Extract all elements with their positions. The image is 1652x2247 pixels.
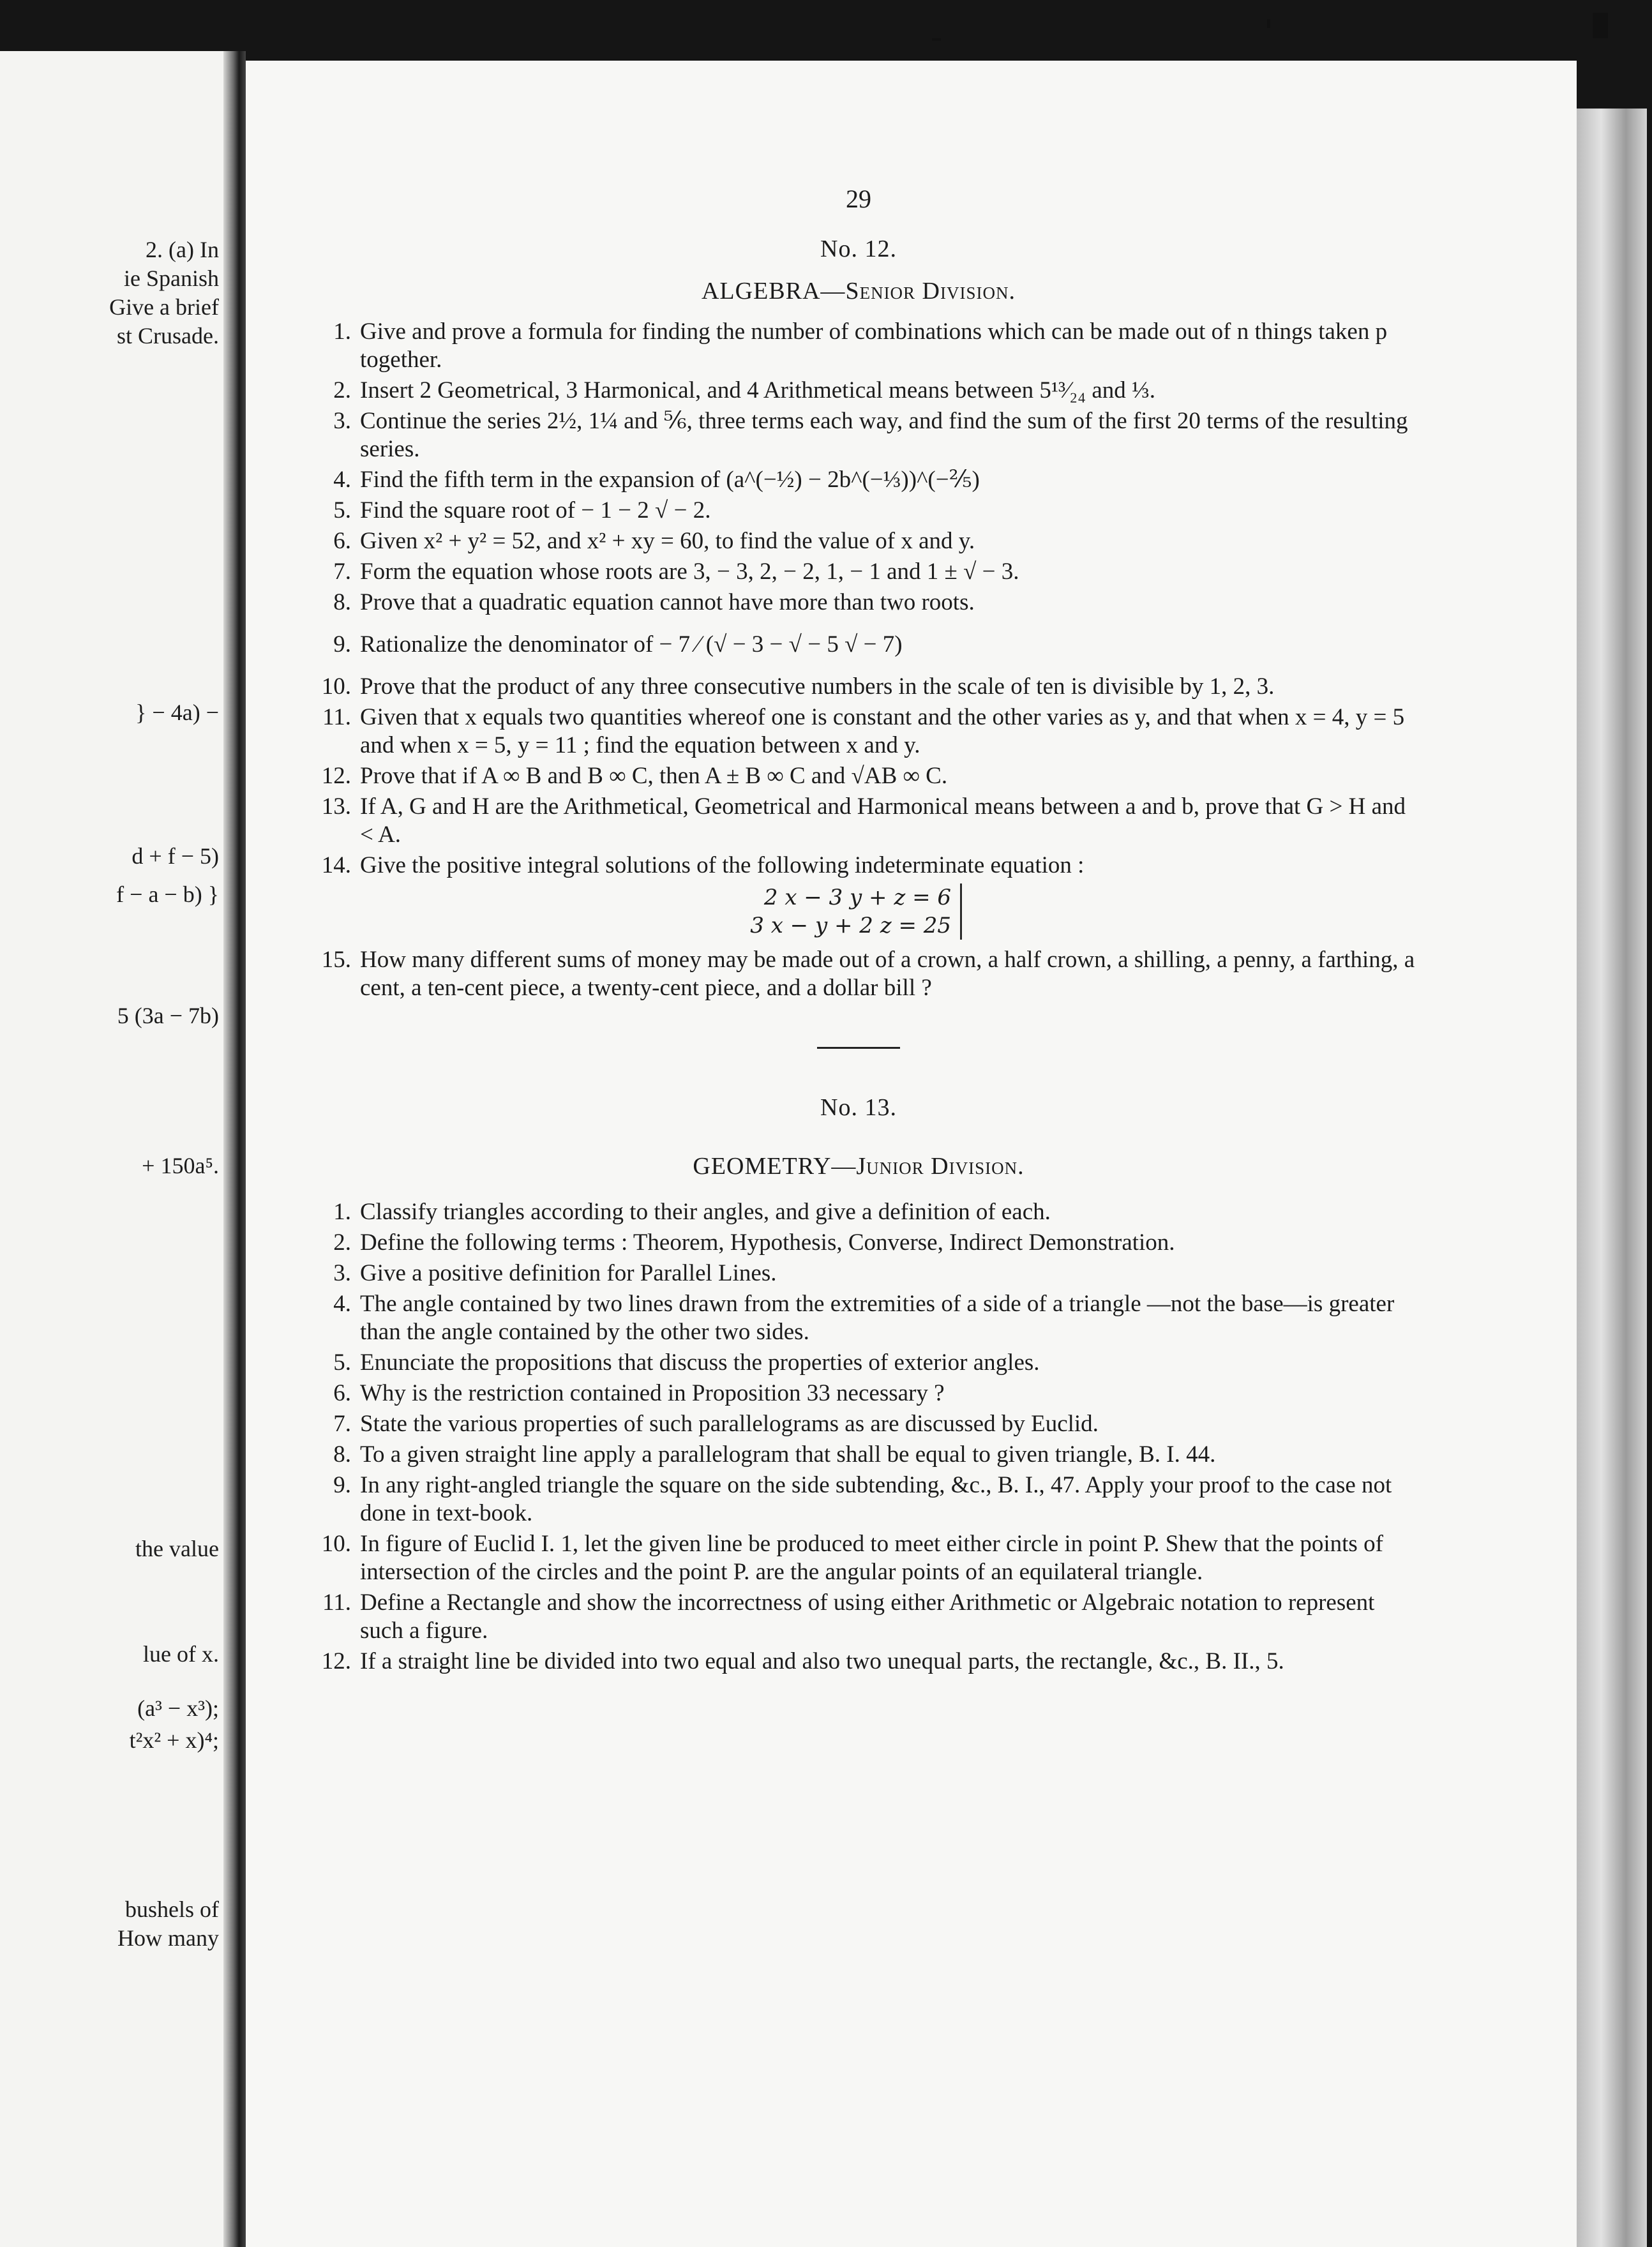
question-number: 15. <box>321 947 351 973</box>
book-gutter <box>223 51 246 2247</box>
question-item <box>300 703 1417 760</box>
question-item <box>300 631 1417 659</box>
question-number: 3. <box>333 1260 351 1286</box>
question-text: In figure of Euclid I. 1, let the given line be produced to meet either circle in point P. Shew that the points of intersection of the circles and the point P. are the angular points of an equilateral triangle. <box>360 1531 1383 1585</box>
question-number: 12. <box>321 763 351 789</box>
question-text: Given that x equals two quantities whereof one is constant and the other varies as y, and that when x = 4, y = 5 and when x = 5, y = 11 ; find the equation between x and y. <box>360 704 1405 758</box>
left-fragment: lue of x. <box>143 1641 219 1667</box>
left-fragment: bushels of <box>125 1897 219 1922</box>
question-text: Prove that the product of any three consecutive numbers in the scale of ten is divisible by 1, 2, 3. <box>360 673 1275 700</box>
question-text: If A, G and H are the Arithmetical, Geometrical and Harmonical means between a and b, prove that G > H and < A. <box>360 793 1406 848</box>
question-item <box>300 762 1417 790</box>
question-number: 4. <box>333 1291 351 1317</box>
left-fragment: the value <box>135 1536 219 1561</box>
left-fragment: How many <box>117 1925 219 1951</box>
question-number: 9. <box>333 1472 351 1498</box>
question-item <box>300 1229 1417 1257</box>
dust-mark <box>1267 19 1270 28</box>
section-divider <box>817 1047 900 1049</box>
question-item <box>300 673 1417 701</box>
question-text: The angle contained by two lines drawn from the extremities of a side of a triangle —not the base—is greater than the angle contained by the other two sides. <box>360 1291 1395 1345</box>
question-text: Insert 2 Geometrical, 3 Harmonical, and 4 Arithmetical means between 5¹³⁄₂₄ and ⅓. <box>360 377 1155 403</box>
question-item <box>300 852 1417 880</box>
left-fragment: } − 4a) − <box>135 700 219 725</box>
section-title <box>300 277 1417 305</box>
left-fragment: 2. (a) In <box>146 237 219 262</box>
equation-system <box>300 883 1417 940</box>
question-list <box>300 1198 1417 1676</box>
question-text: How many different sums of money may be made out of a crown, a half crown, a shilling, a penny, a farthing, a cent, a ten-cent piece, a twenty-cent piece, and a dollar bill ? <box>360 947 1415 1001</box>
dust-mark <box>932 38 941 41</box>
question-item <box>300 1471 1417 1528</box>
question-item <box>300 558 1417 586</box>
question-item <box>300 1410 1417 1438</box>
question-number: 9. <box>333 631 351 658</box>
question-number: 12. <box>321 1648 351 1674</box>
equation-line: 2 x − 3 y + z = 6 <box>670 883 962 912</box>
question-number: 6. <box>333 1380 351 1406</box>
question-text: Rationalize the denominator of − 7 ⁄ (√ − 3 − √ − 5 √ − 7) <box>360 631 903 658</box>
question-text: Continue the series 2½, 1¼ and ⅚, three terms each way, and find the sum of the first 20 terms of the resulting series. <box>360 408 1408 462</box>
question-text: Define the following terms : Theorem, Hypothesis, Converse, Indirect Demonstration. <box>360 1229 1175 1256</box>
left-fragment: + 150a⁵. <box>142 1153 219 1178</box>
equation-line: 3 x − y + 2 z = 25 <box>670 912 962 940</box>
question-text: State the various properties of such parallelograms as are discussed by Euclid. <box>360 1411 1099 1437</box>
left-fragment: ie Spanish <box>124 266 219 291</box>
question-item <box>300 946 1417 1002</box>
question-text: Why is the restriction contained in Proposition 33 necessary ? <box>360 1380 945 1406</box>
question-number: 6. <box>333 528 351 554</box>
question-list <box>300 318 1417 1002</box>
question-text: Give and prove a formula for finding the number of combinations which can be made out of n things taken p together. <box>360 319 1388 373</box>
question-number: 3. <box>333 408 351 434</box>
question-item <box>300 1379 1417 1408</box>
question-number: 7. <box>333 1411 351 1437</box>
question-number: 10. <box>321 1531 351 1557</box>
question-number: 8. <box>333 589 351 615</box>
question-item <box>300 1198 1417 1226</box>
page-number: 29 <box>846 184 871 213</box>
left-fragment: 5 (3a − 7b) <box>117 1003 219 1028</box>
question-number: 1. <box>333 319 351 345</box>
question-number: 11. <box>322 704 351 730</box>
section-division: Junior Division. <box>856 1153 1025 1180</box>
question-item <box>300 1349 1417 1377</box>
question-item <box>300 318 1417 374</box>
question-text: Find the square root of − 1 − 2 √ − 2. <box>360 497 711 523</box>
question-item <box>300 1441 1417 1469</box>
question-text: If a straight line be divided into two equal and also two unequal parts, the rectangle, &c., B. II., 5. <box>360 1648 1284 1674</box>
question-number: 1. <box>333 1199 351 1225</box>
question-text: Classify triangles according to their angles, and give a definition of each. <box>360 1199 1051 1225</box>
section-division: Senior Division. <box>845 278 1016 304</box>
left-fragment: t²x² + x)⁴; <box>129 1727 219 1753</box>
section-number: No. 13. <box>820 1094 897 1121</box>
question-text: Find the fifth term in the expansion of (a^(−½) − 2b^(−⅓))^(−⅖) <box>360 467 980 493</box>
question-item <box>300 407 1417 463</box>
question-text: In any right-angled triangle the square on the side subtending, &c., B. I., 47. Apply your proof to the case not done in text-book. <box>360 1472 1392 1526</box>
question-item <box>300 1290 1417 1346</box>
question-item <box>300 793 1417 849</box>
question-text: Prove that a quadratic equation cannot have more than two roots. <box>360 589 975 615</box>
dust-mark <box>1593 13 1608 38</box>
question-number: 2. <box>333 377 351 403</box>
question-item <box>300 1530 1417 1586</box>
section-subject: GEOMETRY— <box>693 1153 857 1180</box>
page-edge <box>1577 109 1647 2247</box>
question-text: Form the equation whose roots are 3, − 3, 2, − 2, 1, − 1 and 1 ± √ − 3. <box>360 559 1019 585</box>
question-item <box>300 589 1417 617</box>
exam-section-geometry <box>300 1093 1417 1676</box>
exam-content <box>300 185 1417 1678</box>
question-item <box>300 466 1417 494</box>
question-text: Prove that if A ∞ B and B ∞ C, then A ± B ∞ C and √AB ∞ C. <box>360 763 948 789</box>
exam-section-algebra <box>300 235 1417 1002</box>
question-number: 13. <box>321 793 351 820</box>
section-number: No. 12. <box>820 236 897 262</box>
question-item <box>300 1259 1417 1288</box>
question-number: 8. <box>333 1441 351 1468</box>
question-number: 14. <box>321 852 351 878</box>
question-number: 5. <box>333 497 351 523</box>
left-page <box>0 51 233 2247</box>
section-title <box>300 1152 1417 1180</box>
question-number: 5. <box>333 1349 351 1376</box>
question-text: Give a positive definition for Parallel Lines. <box>360 1260 777 1286</box>
question-number: 7. <box>333 559 351 585</box>
question-number: 2. <box>333 1229 351 1256</box>
question-item <box>300 377 1417 405</box>
left-fragment: d + f − 5) <box>131 843 219 869</box>
question-number: 10. <box>321 673 351 700</box>
question-number: 11. <box>322 1589 351 1616</box>
left-fragment: Give a brief <box>109 294 219 320</box>
section-subject: ALGEBRA— <box>701 278 846 304</box>
left-fragment: st Crusade. <box>117 323 219 349</box>
question-text: Given x² + y² = 52, and x² + xy = 60, to find the value of x and y. <box>360 528 975 554</box>
question-text: Enunciate the propositions that discuss the properties of exterior angles. <box>360 1349 1040 1376</box>
left-fragment: f − a − b) } <box>116 882 219 907</box>
question-text: To a given straight line apply a parallelogram that shall be equal to given triangle, B. I. 44. <box>360 1441 1216 1468</box>
question-item <box>300 1589 1417 1645</box>
question-item <box>300 1648 1417 1676</box>
question-number: 4. <box>333 467 351 493</box>
left-fragment: (a³ − x³); <box>137 1695 219 1721</box>
question-item <box>300 527 1417 555</box>
question-text: Define a Rectangle and show the incorrectness of using either Arithmetic or Algebraic notation to represent such a figure. <box>360 1589 1375 1644</box>
question-text: Give the positive integral solutions of the following indeterminate equation : <box>360 852 1085 878</box>
question-item <box>300 497 1417 525</box>
